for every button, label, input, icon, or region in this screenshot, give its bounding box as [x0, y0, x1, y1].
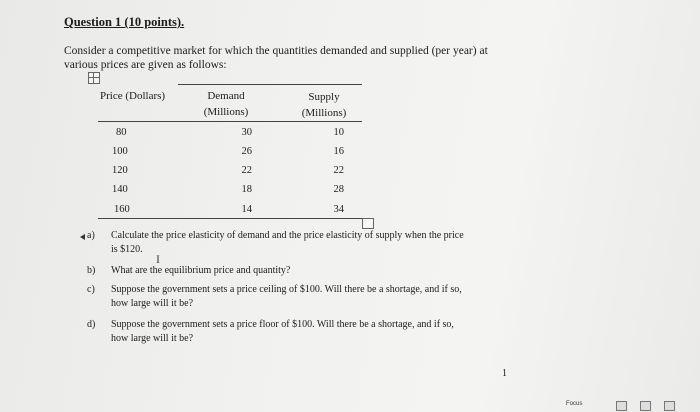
- part-c: [87, 283, 517, 313]
- page-number: 1: [502, 368, 507, 379]
- header-price: Price (Dollars): [100, 90, 166, 102]
- part-d: [87, 318, 517, 348]
- cell-price: 140: [112, 184, 128, 195]
- part-b: [87, 264, 517, 280]
- header-demand-line2: (Millions): [203, 106, 249, 118]
- header-demand: [194, 88, 258, 120]
- header-demand-line1: Demand: [207, 90, 245, 102]
- cell-price: 100: [112, 146, 128, 157]
- cell-demand: 30: [241, 127, 252, 138]
- part-label: b): [87, 265, 96, 276]
- cell-price: 160: [114, 204, 130, 215]
- cell-supply: 28: [333, 184, 344, 195]
- read-mode-icon[interactable]: [640, 401, 651, 411]
- cell-supply: 22: [333, 165, 344, 176]
- part-text-line1: Calculate the price elasticity of demand and the price elasticity of supply when the price: [111, 230, 464, 241]
- status-bar: [0, 398, 700, 412]
- cell-supply: 16: [333, 146, 344, 157]
- header-supply: [292, 89, 356, 121]
- cell-supply: 34: [333, 204, 344, 215]
- part-text-line2: how large will it be?: [111, 298, 194, 309]
- intro-line-1: Consider a competitive market for which the quantities demanded and supplied (per year) at: [64, 45, 488, 57]
- cell-supply: 10: [333, 127, 344, 138]
- table-resize-icon[interactable]: [362, 218, 374, 229]
- cell-price: 80: [116, 127, 127, 138]
- part-text-line2: how large will it be?: [111, 333, 194, 344]
- part-text-line1: Suppose the government sets a price floor of $100. Will there be a shortage, and if so,: [111, 319, 454, 330]
- table-bottom-rule: [98, 218, 362, 219]
- part-text-line1: Suppose the government sets a price ceiling of $100. Will there be a shortage, and if so,: [111, 284, 462, 295]
- list-caret-icon: [80, 234, 85, 240]
- cell-demand: 18: [241, 184, 252, 195]
- part-text-line1: What are the equilibrium price and quantity?: [111, 265, 291, 276]
- header-supply-line1: Supply: [308, 91, 340, 103]
- table-header-rule: [98, 121, 362, 122]
- table-move-icon[interactable]: [88, 72, 100, 84]
- intro-line-2: various prices are given as follows:: [64, 59, 227, 71]
- web-layout-icon[interactable]: [664, 401, 675, 411]
- part-label: c): [87, 284, 95, 295]
- cell-price: 120: [112, 165, 128, 176]
- part-label: d): [87, 319, 96, 330]
- part-a: [87, 229, 517, 259]
- header-supply-line2: (Millions): [301, 107, 347, 119]
- cell-demand: 22: [241, 165, 252, 176]
- cell-demand: 14: [241, 204, 252, 215]
- cell-demand: 26: [241, 146, 252, 157]
- print-layout-icon[interactable]: [616, 401, 627, 411]
- part-text-line2: is $120.: [111, 244, 143, 255]
- question-title: Question 1 (10 points).: [64, 15, 185, 29]
- focus-button[interactable]: Focus: [566, 401, 583, 407]
- text-cursor-icon: I: [156, 252, 160, 266]
- question-intro: [64, 44, 514, 72]
- table-top-rule: [178, 84, 362, 85]
- part-label: a): [87, 230, 95, 241]
